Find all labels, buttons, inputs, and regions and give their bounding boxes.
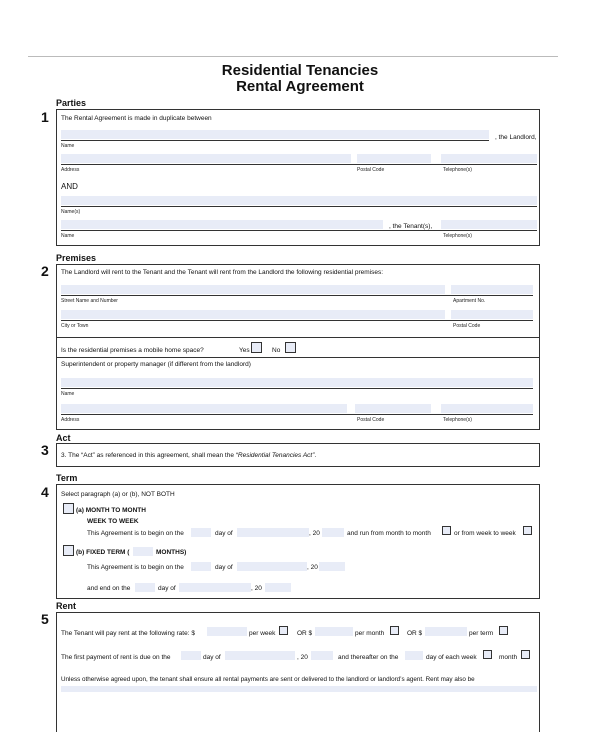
per-month-checkbox[interactable] (390, 626, 399, 635)
first-day-field[interactable] (181, 651, 201, 660)
term-number: 4 (41, 484, 49, 500)
each-month-checkbox[interactable] (521, 650, 530, 659)
thereafter-day-field[interactable] (405, 651, 423, 660)
term-b-20: , 20 (307, 564, 318, 571)
rent-number: 5 (41, 611, 49, 627)
super-postal-field[interactable] (355, 404, 431, 413)
rent-rate-label: The Tenant will pay rent at the following rate: $ (61, 630, 195, 637)
term-select-note: Select paragraph (a) or (b), NOT BOTH (61, 491, 175, 498)
act-box (56, 443, 540, 467)
super-name-label: Name (61, 391, 75, 397)
street-label: Street Name and Number (61, 298, 118, 304)
term-a-day-field[interactable] (191, 528, 211, 537)
postal-code-label: Postal Code (357, 167, 385, 173)
parties-heading: Parties (56, 98, 87, 108)
term-a-label-2: WEEK TO WEEK (87, 518, 139, 525)
month-to-month-label: and run from month to month (347, 530, 431, 537)
term-heading: Term (56, 473, 78, 483)
or-label-2: OR $ (407, 630, 423, 637)
term-end-day-field[interactable] (135, 583, 155, 592)
super-address-label: Address (61, 417, 80, 423)
landlord-telephone-field[interactable] (441, 154, 537, 163)
term-end-year-field[interactable] (265, 583, 291, 592)
term-a-label: (a) MONTH TO MONTH (76, 507, 146, 514)
street-field[interactable] (61, 285, 445, 294)
term-a-dayof: day of (215, 530, 233, 537)
premises-number: 2 (41, 263, 49, 279)
city-field[interactable] (61, 310, 445, 319)
each-week-checkbox[interactable] (483, 650, 492, 659)
and-label: AND (61, 182, 78, 191)
tenant-address-field[interactable] (61, 220, 383, 229)
telephone-label: Telephone(s) (443, 167, 472, 173)
term-box (56, 484, 540, 599)
no-label: No (272, 347, 281, 354)
premises-intro: The Landlord will rent to the Tenant and the Tenant will rent from the Landlord the following residential premises: (61, 269, 384, 276)
tenant-telephone-field[interactable] (441, 220, 537, 229)
first-year-field[interactable] (311, 651, 333, 660)
landlord-address-field[interactable] (61, 154, 351, 163)
term-b-months: MONTHS) (156, 549, 187, 556)
week-to-week-checkbox[interactable] (523, 526, 532, 535)
address-label: Address (61, 167, 80, 173)
term-a-month-field[interactable] (237, 528, 309, 537)
mobile-home-question: Is the residential premises a mobile home space? (61, 347, 204, 354)
per-month-label: per month (355, 630, 385, 637)
first-20: , 20 (297, 654, 308, 661)
name-label: Name (61, 143, 75, 149)
thereafter-label: and thereafter on the (338, 654, 399, 661)
week-to-week-label: or from week to week (454, 530, 516, 537)
act-heading: Act (56, 433, 71, 443)
postal-field[interactable] (451, 310, 533, 319)
parties-intro: The Rental Agreement is made in duplicate between (61, 115, 212, 122)
per-term-label: per term (469, 630, 494, 637)
first-month-field[interactable] (225, 651, 295, 660)
apartment-label: Apartment No. (453, 298, 486, 304)
rent-box (56, 612, 540, 732)
names-label: Name(s) (61, 209, 81, 215)
landlord-suffix: , the Landlord, (495, 134, 537, 141)
parties-number: 1 (41, 109, 49, 125)
yes-checkbox[interactable] (251, 342, 262, 353)
landlord-name-field[interactable] (61, 130, 489, 139)
title-line-2: Rental Agreement (236, 78, 364, 95)
super-telephone-label: Telephone(s) (443, 417, 472, 423)
per-week-label: per week (249, 630, 276, 637)
premises-heading: Premises (56, 253, 97, 263)
act-text: 3. The “Act” as referenced in this agreement, shall mean the “Residential Tenancies Act”. (61, 452, 317, 459)
term-end-month-field[interactable] (179, 583, 251, 592)
yes-label: Yes (239, 347, 250, 354)
term-a-begin: This Agreement is to begin on the (87, 530, 184, 537)
superintendent-label: Superintendent or property manager (if different from the landlord) (61, 361, 251, 368)
super-postal-label: Postal Code (357, 417, 385, 423)
city-label: City or Town (61, 323, 89, 329)
term-b-months-field[interactable] (133, 547, 153, 556)
name-label-2: Name (61, 233, 75, 239)
term-b-begin: This Agreement is to begin on the (87, 564, 184, 571)
rent-heading: Rent (56, 601, 76, 611)
telephone-label-2: Telephone(s) (443, 233, 472, 239)
or-label-1: OR $ (297, 630, 313, 637)
rent-month-amount-field[interactable] (315, 627, 353, 636)
month-label: month (499, 654, 518, 661)
term-a-checkbox[interactable] (63, 503, 74, 514)
parties-box (56, 109, 540, 246)
rent-week-amount-field[interactable] (207, 627, 247, 636)
term-a-year-field[interactable] (322, 528, 344, 537)
term-end-20: , 20 (251, 585, 262, 592)
apartment-field[interactable] (451, 285, 533, 294)
term-b-month-field[interactable] (237, 562, 307, 571)
term-a-20: , 20 (309, 530, 320, 537)
landlord-postal-field[interactable] (357, 154, 431, 163)
premises-box (56, 264, 540, 430)
top-rule (28, 56, 558, 57)
term-end-label: and end on the (87, 585, 131, 592)
term-end-dayof: day of (158, 585, 176, 592)
term-b-checkbox[interactable] (63, 545, 74, 556)
term-b-dayof: day of (215, 564, 233, 571)
rent-term-amount-field[interactable] (425, 627, 467, 636)
tenant-suffix: , the Tenant(s), (389, 223, 433, 230)
super-address-field[interactable] (61, 404, 347, 413)
tenant-names-field[interactable] (61, 196, 537, 205)
first-payment-label: The first payment of rent is due on the (61, 654, 171, 661)
term-b-day-field[interactable] (191, 562, 211, 571)
term-b-year-field[interactable] (319, 562, 345, 571)
month-to-month-checkbox[interactable] (442, 526, 451, 535)
act-number: 3 (41, 442, 49, 458)
postal-label: Postal Code (453, 323, 481, 329)
unless-text: Unless otherwise agreed upon, the tenant shall ensure all rental payments are sent or delivered to the landlord or landlord’s agent. Rent may also be (61, 676, 475, 683)
super-telephone-field[interactable] (441, 404, 533, 413)
super-name-field[interactable] (61, 378, 533, 387)
first-dayof: day of (203, 654, 221, 661)
no-checkbox[interactable] (285, 342, 296, 353)
term-b-label: (b) FIXED TERM ( (76, 549, 130, 556)
rent-extra-field[interactable] (61, 686, 537, 692)
per-term-checkbox[interactable] (499, 626, 508, 635)
per-week-checkbox[interactable] (279, 626, 288, 635)
day-each-week-label: day of each week (426, 654, 477, 661)
title-line-1: Residential Tenancies (221, 62, 379, 79)
